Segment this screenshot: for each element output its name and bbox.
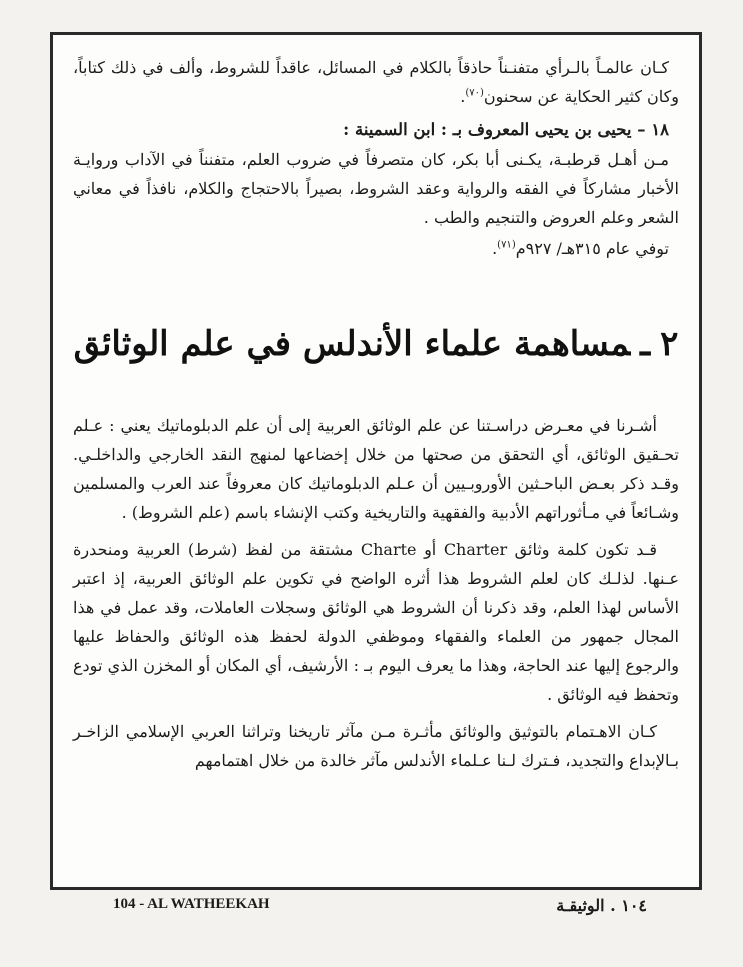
- body-paragraph-1: أشـرنا في معـرض دراسـتنا عن علم الوثائق العربية إلى أن علم الدبلوماتيك يعني : عـلم تحـقيق الوثائق، أي التحقق من صحتها من خلال إخضاعها لمنهج النقد الخارجي والداخلـي. وقـد ذكر بعـض الباحـثين الأوروبـيين أن عـلم الدبلوماتيك كان معروفاً عند العرب والمسلمين وشـائعاً في مـأثوراتهم الأدبية والفقهية والتاريخية وكتب الإنشاء باسم (علم الشروط) .: [73, 416, 679, 522]
- page-footer: [50, 896, 702, 920]
- intro-paragraph-text: كـان عالمـاً بالـرأي متفنـناً حاذقاً بالكلام في المسائل، عاقداً للشروط، وألف في ذلك كتاباً، وكان كثير الحكاية عن سحنون: [73, 58, 679, 106]
- biography-text: مـن أهـل قرطبـة، يكـنى أبا بكر، كان متصرفاً في ضروب العلم، متفنناً في الآداب وروايـة الأخبار مشاركاً في الفقه والرواية وعقد الشروط، بصيراً بالاحتجاج والكلام، نافذاً في معاني الشعر وعلم العروض والتنجيم والطب .: [73, 150, 679, 227]
- section-title-text: مساهمة علماء الأندلس في علم الوثائق: [73, 324, 631, 364]
- section-title: [73, 319, 679, 369]
- section-number: ٢: [660, 324, 679, 364]
- body-paragraph-3: كـان الاهـتمام بالتوثيق والوثائق مأثـرة مـن مآثر تاريخنا وتراثنا العربي الإسلامي الزاخـر بـالإبداع والتجديد، فـترك لـنا عـلماء الأندلس مآثر خالدة من خلال اهتمامهم: [73, 722, 679, 770]
- body-paragraph-2: قـد تكون كلمة وثائق Charter أو Charte مشتقة من لفظ (شرط) العربية ومنحدرة عـنها. لذلـك كان لعلم الشروط هذا أثره الواضح في تكوين علم الوثائق العربية، إذ اعتبر الأساس لهذا العلم، وقد ذكرنا أن الشروط هي الوثائق وسجلات العاملات، وقد عمل في هذا المجال جمهور من العلماء والفقهاء وموظفي الدولة لحفظ هذه الوثائق والحفاظ عليها والرجوع إليها عند الحاجة، وهذا ما يعرف اليوم بـ : الأرشيف، أي المكان أو المخزن الذي تودع وتحفظ فيه الوثائق .: [73, 540, 679, 704]
- section-dash: ـ: [640, 324, 651, 364]
- intro-paragraph: كـان عالمـاً بالـرأي متفنـناً حاذقاً بالكلام في المسائل، عاقداً للشروط، وألف في ذلك كتاباً، وكان كثير الحكاية عن سحنون$^{(٧٠)}$.: [73, 58, 679, 106]
- death-date-line: توفي عام ٣١٥هـ/ ٩٢٧م$^{(٧١)}$.: [492, 239, 669, 258]
- page-frame: [50, 32, 702, 890]
- death-date-text: توفي عام ٣١٥هـ/ ٩٢٧م: [515, 239, 669, 258]
- footnote-ref-70: (٧٠): [465, 87, 484, 99]
- footnote-ref-71: (٧١): [497, 239, 516, 251]
- footer-page-label-latin: 104 - AL WATHEEKAH: [113, 896, 270, 912]
- footer-page-label-arabic: ١٠٤ . الوثيقـة: [556, 896, 647, 915]
- page-content: [73, 53, 679, 877]
- biography-heading: ١٨ – يحيى بن يحيى المعروف بـ : ابن السمينة :: [343, 120, 669, 139]
